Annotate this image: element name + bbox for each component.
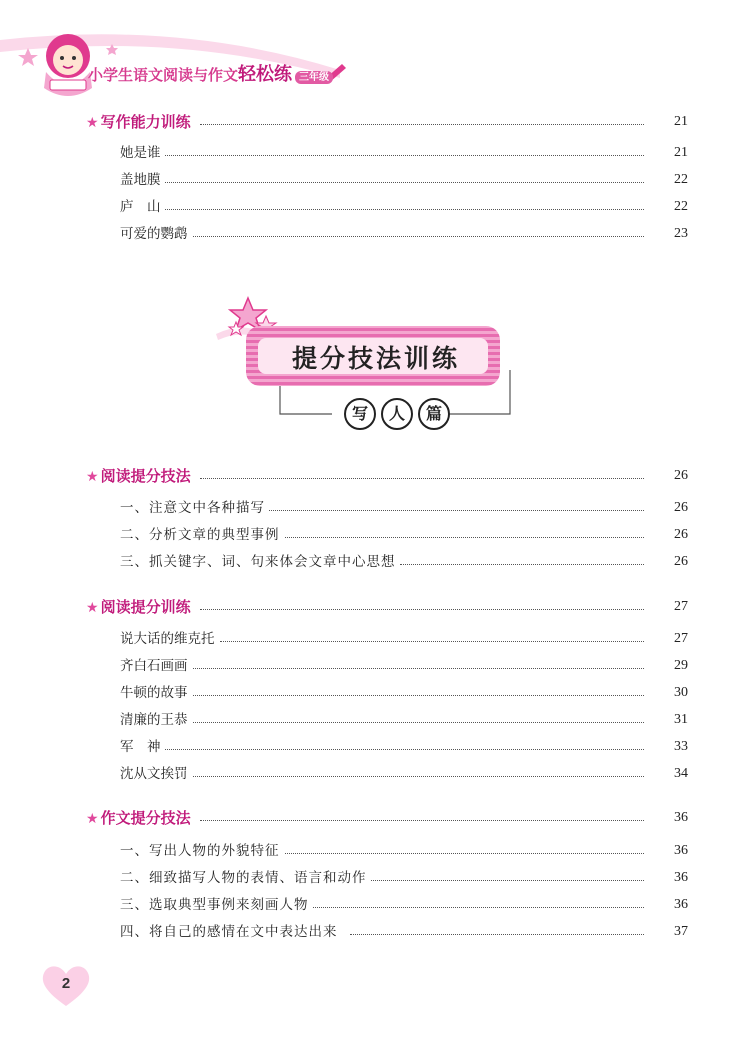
toc-item-title: 一、注意文中各种描写 <box>120 497 269 519</box>
toc-page-number: 36 <box>644 867 688 889</box>
toc-item-row[interactable] <box>0 682 750 708</box>
toc-item-title: 沈从文挨罚 <box>120 763 192 785</box>
series-title <box>88 60 333 86</box>
series-prefix: 小学生 <box>88 66 134 84</box>
banner-char-circle: 篇 <box>418 398 450 430</box>
toc-page-number: 33 <box>644 736 688 758</box>
toc-item-title: 盖地膜 <box>120 169 165 191</box>
toc-item-row[interactable] <box>0 196 750 222</box>
toc-section-row[interactable] <box>0 111 750 137</box>
toc-item-title: 清廉的王恭 <box>120 709 192 731</box>
toc-page-number: 26 <box>644 524 688 546</box>
toc-page-number: 30 <box>644 682 688 704</box>
toc-section-title: ★ 阅读提分技法 <box>86 465 195 488</box>
toc-page-number: 27 <box>644 628 688 650</box>
toc-section-title: ★ 写作能力训练 <box>86 111 195 134</box>
banner-char-circle: 人 <box>381 398 413 430</box>
toc-item-title: 牛顿的故事 <box>120 682 192 704</box>
toc-item-row[interactable] <box>0 524 750 550</box>
toc-page-number: 27 <box>644 596 688 618</box>
toc-page-number: 37 <box>644 921 688 943</box>
toc-page-number: 26 <box>644 551 688 573</box>
toc-item-title: 四、将自己的感情在文中表达出来 <box>120 921 342 943</box>
toc-item-row[interactable] <box>0 736 750 762</box>
page-number: 2 <box>61 975 71 992</box>
toc-item-title: 三、选取典型事例来刻画人物 <box>120 894 313 916</box>
series-grade-badge: 三年级 <box>295 71 333 84</box>
toc-page-number: 26 <box>644 497 688 519</box>
toc-item-title: 一、写出人物的外貌特征 <box>120 840 284 862</box>
toc-item-title: 二、细致描写人物的表情、语言和动作 <box>120 867 371 889</box>
toc-page-number: 22 <box>644 196 688 218</box>
star-icon: ★ <box>86 811 99 827</box>
toc-item-row[interactable] <box>0 840 750 866</box>
toc-page-number: 36 <box>644 807 688 829</box>
toc-page-number: 26 <box>644 465 688 487</box>
toc-item-title: 军 神 <box>120 736 165 758</box>
series-main: 语文阅读与作文 <box>133 66 239 84</box>
toc-item-row[interactable] <box>0 709 750 735</box>
star-icon: ★ <box>86 469 99 485</box>
toc-item-title: 她是谁 <box>120 142 165 164</box>
toc-item-row[interactable] <box>0 628 750 654</box>
toc-section-title: ★ 作文提分技法 <box>86 807 195 830</box>
toc-item-row[interactable] <box>0 894 750 920</box>
toc-item-title: 说大话的维克托 <box>120 628 219 650</box>
toc-section-title: ★ 阅读提分训练 <box>86 596 195 619</box>
toc-item-row[interactable] <box>0 142 750 168</box>
header-decoration <box>0 0 750 110</box>
toc-item-row[interactable] <box>0 497 750 523</box>
toc-section-row[interactable] <box>0 465 750 491</box>
toc-item-row[interactable] <box>0 655 750 681</box>
toc-page-number: 31 <box>644 709 688 731</box>
toc-section-row[interactable] <box>0 807 750 833</box>
toc-section-row[interactable] <box>0 596 750 622</box>
toc-item-title: 庐 山 <box>120 196 165 218</box>
toc-item-title: 二、分析文章的典型事例 <box>120 524 284 546</box>
toc-page-number: 34 <box>644 763 688 785</box>
toc-page-number: 23 <box>644 223 688 245</box>
toc-item-title: 齐白石画画 <box>120 655 192 677</box>
toc-item-row[interactable] <box>0 551 750 577</box>
mascot-girl-icon <box>44 34 92 96</box>
toc-page-number: 29 <box>644 655 688 677</box>
toc-page-number: 36 <box>644 840 688 862</box>
page-header <box>0 0 750 110</box>
toc-page-number: 21 <box>644 142 688 164</box>
toc-item-row[interactable] <box>0 921 750 947</box>
toc-page-number: 36 <box>644 894 688 916</box>
toc-item-row[interactable] <box>0 169 750 195</box>
banner-char-circle: 写 <box>344 398 376 430</box>
star-icon: ★ <box>86 600 99 616</box>
star-icon: ★ <box>86 115 99 131</box>
toc-item-title: 可爱的鹦鹉 <box>120 223 192 245</box>
toc-page-number: 21 <box>644 111 688 133</box>
banner-title: 提分技法训练 <box>291 344 460 373</box>
toc-item-row[interactable] <box>0 867 750 893</box>
toc-item-title: 三、抓关键字、词、句来体会文章中心思想 <box>120 551 400 573</box>
toc-page-number: 22 <box>644 169 688 191</box>
series-emph: 轻松练 <box>238 64 293 85</box>
toc-item-row[interactable] <box>0 223 750 249</box>
toc-item-row[interactable] <box>0 763 750 789</box>
